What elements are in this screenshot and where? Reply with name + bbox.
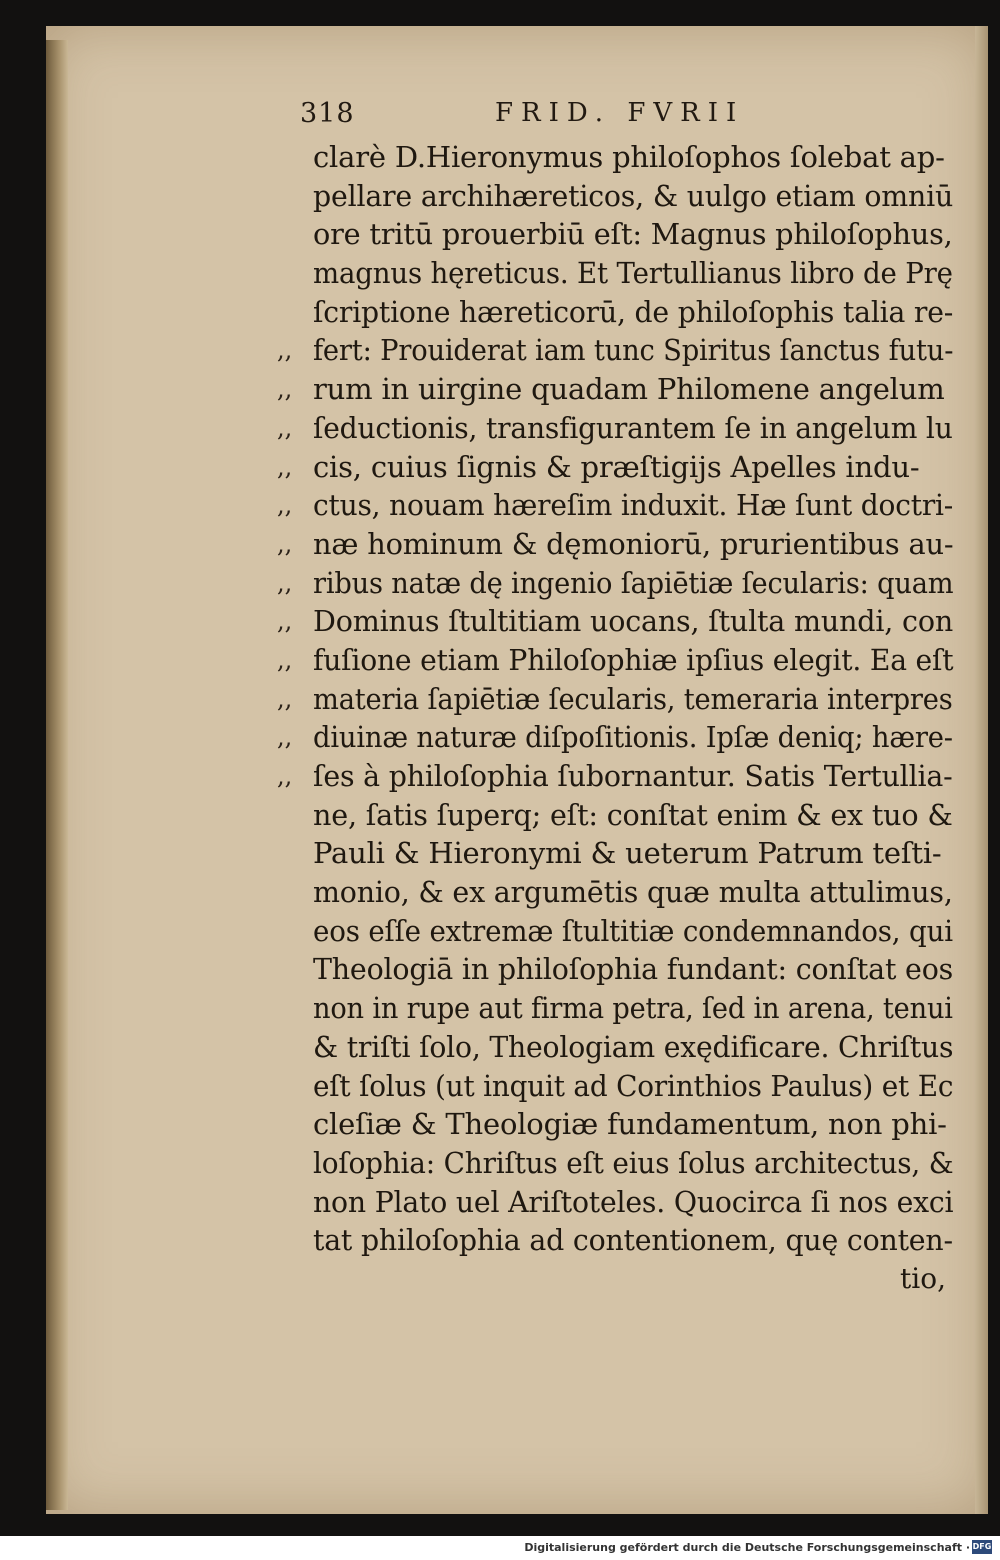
text-line: [260, 564, 960, 603]
text-line: [260, 215, 960, 254]
text-line: [260, 873, 960, 912]
quotation-mark: ,,: [277, 762, 293, 790]
text-line: [260, 834, 960, 873]
line-text: eſt ſolus (ut inquit ad Corinthios Paulus) et Ec: [313, 1068, 954, 1103]
text-line: [260, 757, 960, 796]
text-line: [260, 254, 960, 293]
text-line: [260, 331, 960, 370]
line-text: ſcriptione hæreticorū, de philoſophis talia re-: [313, 294, 954, 329]
text-line: [260, 1028, 960, 1067]
line-text: materia ſapiētiæ ſecularis, temeraria interpres: [313, 681, 953, 716]
line-text: Pauli & Hieronymi & ueterum Patrum teſti-: [313, 836, 942, 871]
line-text: diuinæ naturæ diſpoſitionis. Ipſæ deniq; hære-: [313, 720, 953, 755]
line-text: fert: Prouiderat iam tunc Spiritus ſanctus futu-: [313, 333, 954, 368]
quotation-mark: ,,: [277, 491, 293, 520]
text-line: [260, 409, 960, 448]
line-text: tat philoſophia ad contentionem, quę conten-: [313, 1223, 953, 1258]
text-line: [260, 989, 960, 1028]
line-text: pellare archihæreticos, & uulgo etiam omniū: [313, 178, 954, 213]
line-text: eos eſſe extremæ ſtultitiæ condemnandos, qui: [313, 913, 953, 948]
line-text: rum in uirgine quadam Philomene angelum: [313, 372, 945, 407]
text-line: [260, 602, 960, 641]
quotation-mark: ,,: [277, 413, 293, 442]
text-line: [260, 1144, 960, 1183]
line-text: loſophia: Chriſtus eſt eius ſolus architectus, &: [313, 1145, 954, 1180]
text-line: [260, 641, 960, 680]
catchword: tio,: [900, 1262, 946, 1295]
text-line: [260, 1105, 960, 1144]
line-text: næ hominum & dęmoniorū, prurientibus au-: [313, 526, 954, 561]
line-text: non Plato uel Ariſtoteles. Quocirca ſi nos exci: [313, 1184, 954, 1219]
text-line: [260, 370, 960, 409]
line-text: ctus, nouam hæreſim induxit. Hæ ſunt doctri-: [313, 488, 954, 523]
line-text: monio, & ex argumētis quæ multa attulimus,: [313, 875, 953, 910]
text-line: [260, 950, 960, 989]
running-head: FRID. FVRII: [495, 98, 745, 128]
text-line: [260, 718, 960, 757]
text-line: [260, 912, 960, 951]
line-text: ſeductionis, transfigurantem ſe in angelum lu: [313, 410, 953, 445]
line-text: magnus hęreticus. Et Tertullianus libro de Prę: [313, 256, 953, 291]
text-line: [260, 680, 960, 719]
page-number: 318: [300, 98, 355, 129]
binding-edge: [46, 40, 68, 1510]
line-text: ne, ſatis ſuperq; eſt: conſtat enim & ex tuo &: [313, 797, 953, 832]
line-text: fuſione etiam Philoſophiæ ipſius elegit. Ea eſt: [313, 642, 954, 677]
text-line: [260, 293, 960, 332]
line-text: cis, cuius ſignis & præſtigijs Apelles indu-: [313, 449, 920, 484]
line-text: Dominus ſtultitiam uocans, ſtulta mundi, con: [313, 604, 954, 639]
line-text: cleſiæ & Theologiæ fundamentum, non phi-: [313, 1107, 947, 1142]
funding-credit: Digitalisierung gefördert durch die Deutsche Forschungsgemeinschaft ·: [524, 1541, 970, 1554]
quotation-mark: ,,: [277, 645, 293, 674]
quotation-mark: ,,: [277, 723, 293, 752]
text-line: [260, 796, 960, 835]
line-text: ribus natæ dę ingenio ſapiētiæ ſecularis: quam: [313, 565, 954, 600]
text-line: [260, 1067, 960, 1106]
text-line: [260, 177, 960, 216]
line-text: clarè D.Hieronymus philoſophos ſolebat ap-: [313, 140, 945, 174]
quotation-mark: ,,: [277, 375, 293, 404]
quotation-mark: ,,: [277, 607, 293, 636]
text-line: [260, 1183, 960, 1222]
line-text: ore tritū prouerbiū eſt: Magnus philoſophus,: [313, 217, 953, 252]
quotation-mark: ,,: [277, 529, 293, 558]
text-line: [260, 525, 960, 564]
body-text: [260, 138, 960, 1260]
line-text: Theologiā in philoſophia fundant: conſtat eos: [313, 952, 954, 987]
quotation-mark: ,,: [277, 568, 293, 597]
text-line: [260, 138, 960, 177]
text-line: [260, 448, 960, 487]
text-line: [260, 1221, 960, 1260]
line-text: non in rupe aut firma petra, ſed in arena, tenui: [313, 991, 953, 1026]
page-header: [300, 98, 770, 138]
line-text: ſes à philoſophia ſubornantur. Satis Tertullia-: [313, 759, 953, 793]
quotation-mark: ,,: [277, 452, 293, 481]
quotation-mark: ,,: [277, 336, 293, 365]
text-line: [260, 486, 960, 525]
quotation-mark: ,,: [277, 684, 293, 713]
dfg-logo-icon: DFG: [972, 1540, 992, 1554]
page-right-edge: [975, 26, 988, 1514]
line-text: & triſti ſolo, Theologiam exędificare. Chriſtus: [313, 1029, 954, 1064]
